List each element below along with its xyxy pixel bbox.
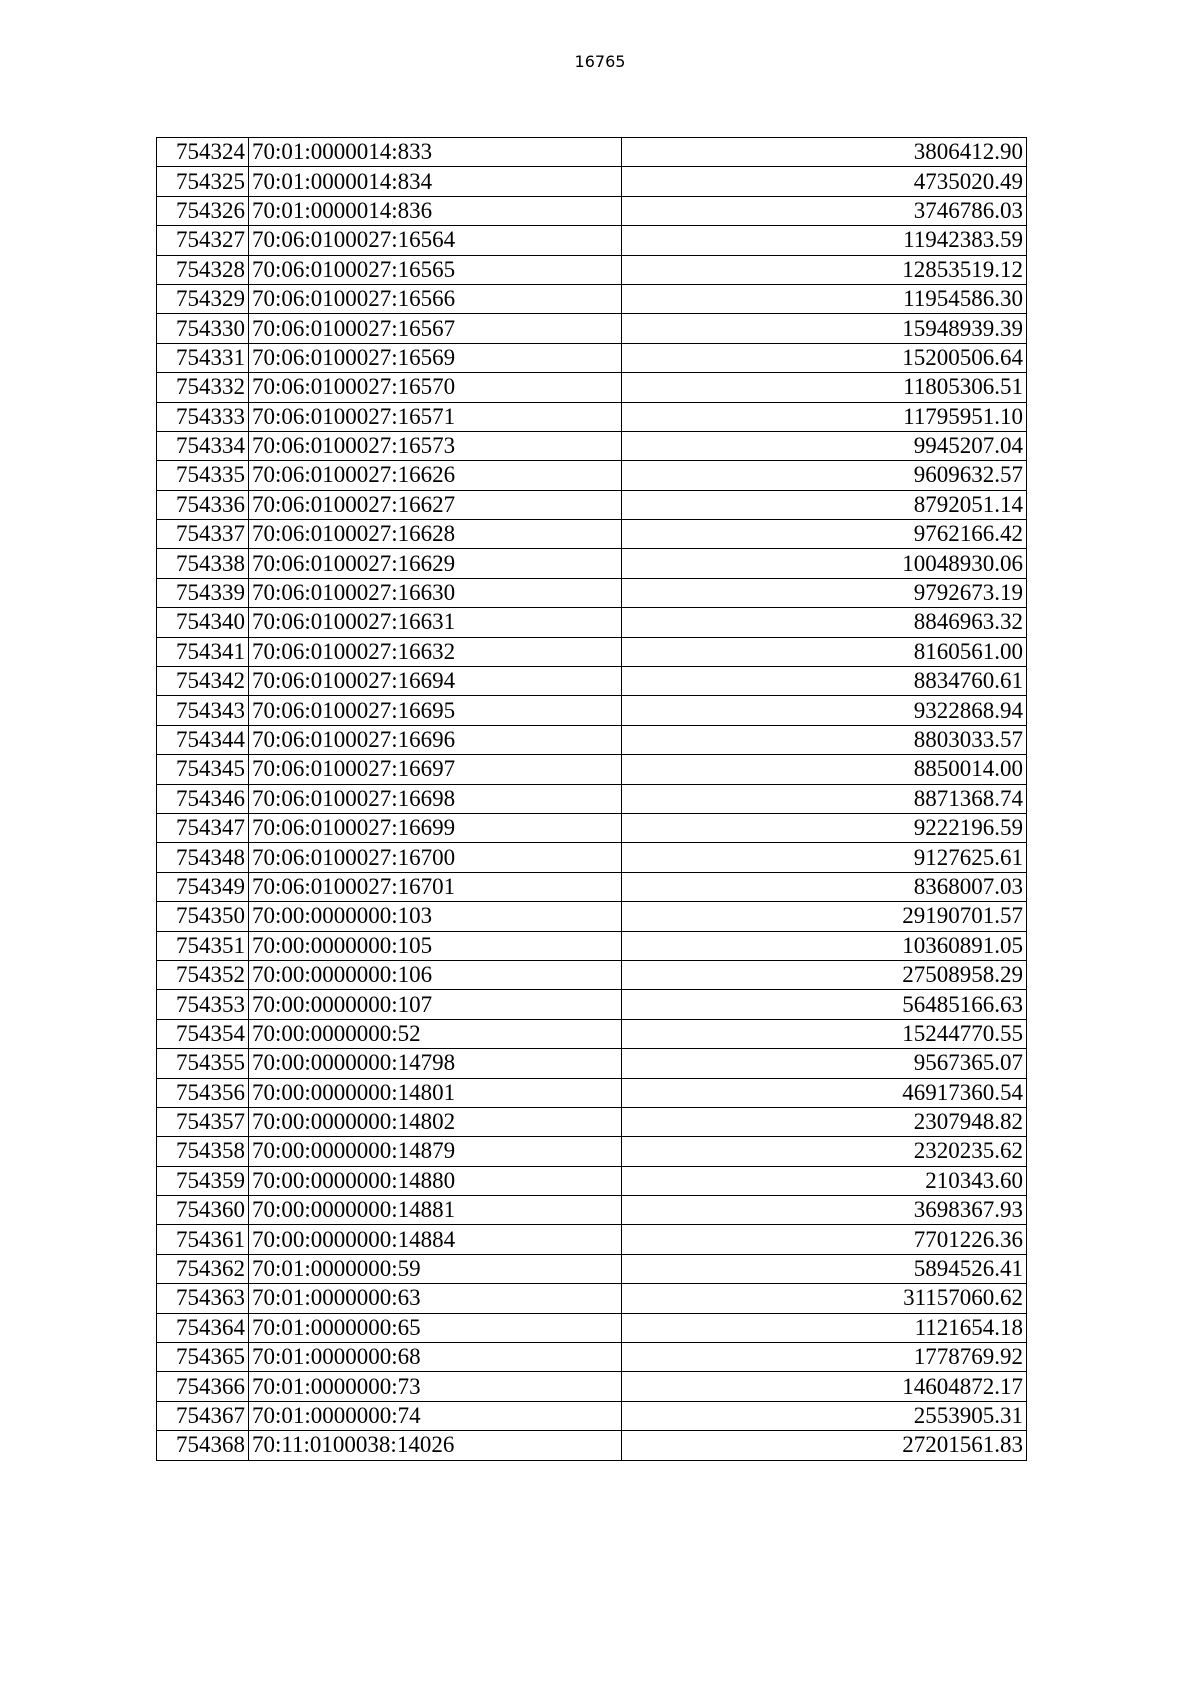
- cadastral-value-cell: 210343.60: [622, 1166, 1027, 1195]
- row-number-cell: 754361: [157, 1225, 249, 1254]
- cadastral-value-cell: 14604872.17: [622, 1372, 1027, 1401]
- table-row: [157, 490, 1027, 519]
- table-row: [157, 284, 1027, 313]
- cadastral-number-cell: 70:06:0100027:16573: [249, 431, 622, 460]
- cadastral-number-cell: 70:06:0100027:16630: [249, 578, 622, 607]
- cadastral-number-cell: 70:06:0100027:16629: [249, 549, 622, 578]
- table-row: [157, 167, 1027, 196]
- cadastral-value-cell: 27508958.29: [622, 960, 1027, 989]
- cadastral-number-cell: 70:01:0000014:836: [249, 196, 622, 225]
- cadastral-number-cell: 70:01:0000014:833: [249, 138, 622, 167]
- cadastral-value-cell: 3698367.93: [622, 1196, 1027, 1225]
- cadastral-value-cell: 31157060.62: [622, 1284, 1027, 1313]
- table-row: [157, 725, 1027, 754]
- cadastral-number-cell: 70:06:0100027:16570: [249, 373, 622, 402]
- row-number-cell: 754350: [157, 902, 249, 931]
- cadastral-number-cell: 70:00:0000000:103: [249, 902, 622, 931]
- table-row: [157, 578, 1027, 607]
- table-row: [157, 1254, 1027, 1283]
- cadastral-number-cell: 70:06:0100027:16569: [249, 343, 622, 372]
- row-number-cell: 754353: [157, 990, 249, 1019]
- cadastral-number-cell: 70:01:0000000:73: [249, 1372, 622, 1401]
- cadastral-number-cell: 70:06:0100027:16567: [249, 314, 622, 343]
- cadastral-number-cell: 70:06:0100027:16565: [249, 255, 622, 284]
- cadastral-value-cell: 5894526.41: [622, 1254, 1027, 1283]
- row-number-cell: 754351: [157, 931, 249, 960]
- cadastral-number-cell: 70:06:0100027:16695: [249, 696, 622, 725]
- row-number-cell: 754330: [157, 314, 249, 343]
- cadastral-value-cell: 1778769.92: [622, 1343, 1027, 1372]
- row-number-cell: 754367: [157, 1401, 249, 1430]
- cadastral-value-cell: 9222196.59: [622, 813, 1027, 842]
- table-row: [157, 843, 1027, 872]
- table-row: [157, 872, 1027, 901]
- row-number-cell: 754354: [157, 1019, 249, 1048]
- table-row: [157, 784, 1027, 813]
- table-row: [157, 549, 1027, 578]
- cadastral-value-cell: 15244770.55: [622, 1019, 1027, 1048]
- table-row: [157, 402, 1027, 431]
- table-row: [157, 343, 1027, 372]
- cadastral-value-cell: 56485166.63: [622, 990, 1027, 1019]
- cadastral-number-cell: 70:00:0000000:14884: [249, 1225, 622, 1254]
- table-row: [157, 667, 1027, 696]
- row-number-cell: 754365: [157, 1343, 249, 1372]
- table-row: [157, 1313, 1027, 1342]
- cadastral-number-cell: 70:06:0100027:16698: [249, 784, 622, 813]
- row-number-cell: 754338: [157, 549, 249, 578]
- cadastral-number-cell: 70:00:0000000:52: [249, 1019, 622, 1048]
- page-number: 16765: [574, 52, 626, 71]
- table-row: [157, 931, 1027, 960]
- table-row: [157, 1343, 1027, 1372]
- table-row: [157, 960, 1027, 989]
- table-row: [157, 1196, 1027, 1225]
- cadastral-number-cell: 70:01:0000000:74: [249, 1401, 622, 1430]
- row-number-cell: 754329: [157, 284, 249, 313]
- cadastral-value-cell: 9792673.19: [622, 578, 1027, 607]
- cadastral-value-cell: 3746786.03: [622, 196, 1027, 225]
- cadastral-value-cell: 27201561.83: [622, 1431, 1027, 1460]
- table-row: [157, 1284, 1027, 1313]
- table-row: [157, 520, 1027, 549]
- cadastral-number-cell: 70:06:0100027:16694: [249, 667, 622, 696]
- cadastral-value-cell: 9127625.61: [622, 843, 1027, 872]
- row-number-cell: 754352: [157, 960, 249, 989]
- cadastral-number-cell: 70:06:0100027:16626: [249, 461, 622, 490]
- row-number-cell: 754339: [157, 578, 249, 607]
- row-number-cell: 754368: [157, 1431, 249, 1460]
- cadastral-number-cell: 70:06:0100027:16699: [249, 813, 622, 842]
- table-row: [157, 1372, 1027, 1401]
- table-row: [157, 196, 1027, 225]
- cadastral-number-cell: 70:00:0000000:14879: [249, 1137, 622, 1166]
- row-number-cell: 754331: [157, 343, 249, 372]
- table-body: [157, 138, 1027, 1461]
- row-number-cell: 754325: [157, 167, 249, 196]
- cadastral-value-cell: 8834760.61: [622, 667, 1027, 696]
- cadastral-number-cell: 70:06:0100027:16566: [249, 284, 622, 313]
- table-row: [157, 1049, 1027, 1078]
- table-row: [157, 696, 1027, 725]
- cadastral-number-cell: 70:06:0100027:16700: [249, 843, 622, 872]
- cadastral-value-cell: 11795951.10: [622, 402, 1027, 431]
- cadastral-value-cell: 11954586.30: [622, 284, 1027, 313]
- cadastral-value-cell: 29190701.57: [622, 902, 1027, 931]
- row-number-cell: 754347: [157, 813, 249, 842]
- row-number-cell: 754345: [157, 755, 249, 784]
- row-number-cell: 754348: [157, 843, 249, 872]
- row-number-cell: 754364: [157, 1313, 249, 1342]
- cadastral-value-cell: 15948939.39: [622, 314, 1027, 343]
- cadastral-number-cell: 70:06:0100027:16564: [249, 226, 622, 255]
- cadastral-value-cell: 11942383.59: [622, 226, 1027, 255]
- row-number-cell: 754326: [157, 196, 249, 225]
- cadastral-number-cell: 70:06:0100027:16627: [249, 490, 622, 519]
- table-row: [157, 1137, 1027, 1166]
- row-number-cell: 754327: [157, 226, 249, 255]
- table-row: [157, 1225, 1027, 1254]
- table-row: [157, 755, 1027, 784]
- table-row: [157, 902, 1027, 931]
- cadastral-value-cell: 1121654.18: [622, 1313, 1027, 1342]
- cadastral-value-cell: 2307948.82: [622, 1107, 1027, 1136]
- cadastral-number-cell: 70:06:0100027:16696: [249, 725, 622, 754]
- row-number-cell: 754334: [157, 431, 249, 460]
- row-number-cell: 754332: [157, 373, 249, 402]
- cadastral-value-cell: 11805306.51: [622, 373, 1027, 402]
- cadastral-number-cell: 70:06:0100027:16628: [249, 520, 622, 549]
- cadastral-value-cell: 10360891.05: [622, 931, 1027, 960]
- table-row: [157, 314, 1027, 343]
- table-row: [157, 373, 1027, 402]
- cadastral-value-cell: 8803033.57: [622, 725, 1027, 754]
- cadastral-number-cell: 70:01:0000000:68: [249, 1343, 622, 1372]
- cadastral-number-cell: 70:01:0000000:65: [249, 1313, 622, 1342]
- row-number-cell: 754362: [157, 1254, 249, 1283]
- cadastral-number-cell: 70:01:0000014:834: [249, 167, 622, 196]
- table-row: [157, 1431, 1027, 1460]
- row-number-cell: 754324: [157, 138, 249, 167]
- cadastral-number-cell: 70:06:0100027:16701: [249, 872, 622, 901]
- cadastral-value-cell: 8368007.03: [622, 872, 1027, 901]
- table-row: [157, 1107, 1027, 1136]
- cadastral-value-cell: 2320235.62: [622, 1137, 1027, 1166]
- row-number-cell: 754341: [157, 637, 249, 666]
- row-number-cell: 754343: [157, 696, 249, 725]
- row-number-cell: 754342: [157, 667, 249, 696]
- cadastral-number-cell: 70:00:0000000:14801: [249, 1078, 622, 1107]
- cadastral-value-cell: 9322868.94: [622, 696, 1027, 725]
- row-number-cell: 754340: [157, 608, 249, 637]
- cadastral-value-cell: 4735020.49: [622, 167, 1027, 196]
- cadastral-value-cell: 10048930.06: [622, 549, 1027, 578]
- table-row: [157, 1166, 1027, 1195]
- cadastral-number-cell: 70:11:0100038:14026: [249, 1431, 622, 1460]
- cadastral-value-cell: 8871368.74: [622, 784, 1027, 813]
- cadastral-value-cell: 46917360.54: [622, 1078, 1027, 1107]
- cadastral-number-cell: 70:00:0000000:14880: [249, 1166, 622, 1195]
- cadastral-number-cell: 70:00:0000000:107: [249, 990, 622, 1019]
- cadastral-value-cell: 8792051.14: [622, 490, 1027, 519]
- cadastral-number-cell: 70:06:0100027:16632: [249, 637, 622, 666]
- row-number-cell: 754349: [157, 872, 249, 901]
- row-number-cell: 754335: [157, 461, 249, 490]
- row-number-cell: 754337: [157, 520, 249, 549]
- cadastral-value-cell: 9609632.57: [622, 461, 1027, 490]
- cadastral-number-cell: 70:00:0000000:14881: [249, 1196, 622, 1225]
- cadastral-value-table: [156, 137, 1027, 1461]
- cadastral-value-cell: 8846963.32: [622, 608, 1027, 637]
- row-number-cell: 754336: [157, 490, 249, 519]
- cadastral-number-cell: 70:00:0000000:105: [249, 931, 622, 960]
- table-row: [157, 608, 1027, 637]
- table-row: [157, 990, 1027, 1019]
- cadastral-value-cell: 9567365.07: [622, 1049, 1027, 1078]
- row-number-cell: 754357: [157, 1107, 249, 1136]
- cadastral-number-cell: 70:06:0100027:16571: [249, 402, 622, 431]
- table-row: [157, 226, 1027, 255]
- cadastral-number-cell: 70:00:0000000:14798: [249, 1049, 622, 1078]
- row-number-cell: 754328: [157, 255, 249, 284]
- row-number-cell: 754366: [157, 1372, 249, 1401]
- cadastral-value-cell: 8850014.00: [622, 755, 1027, 784]
- table-row: [157, 813, 1027, 842]
- row-number-cell: 754358: [157, 1137, 249, 1166]
- table-row: [157, 138, 1027, 167]
- cadastral-number-cell: 70:06:0100027:16631: [249, 608, 622, 637]
- table-row: [157, 1078, 1027, 1107]
- table-row: [157, 637, 1027, 666]
- table-row: [157, 1019, 1027, 1048]
- cadastral-number-cell: 70:00:0000000:106: [249, 960, 622, 989]
- cadastral-number-cell: 70:01:0000000:59: [249, 1254, 622, 1283]
- row-number-cell: 754344: [157, 725, 249, 754]
- row-number-cell: 754359: [157, 1166, 249, 1195]
- row-number-cell: 754355: [157, 1049, 249, 1078]
- row-number-cell: 754356: [157, 1078, 249, 1107]
- cadastral-value-cell: 8160561.00: [622, 637, 1027, 666]
- row-number-cell: 754360: [157, 1196, 249, 1225]
- table-row: [157, 431, 1027, 460]
- cadastral-number-cell: 70:06:0100027:16697: [249, 755, 622, 784]
- row-number-cell: 754333: [157, 402, 249, 431]
- cadastral-value-cell: 12853519.12: [622, 255, 1027, 284]
- table-row: [157, 461, 1027, 490]
- row-number-cell: 754363: [157, 1284, 249, 1313]
- cadastral-value-cell: 15200506.64: [622, 343, 1027, 372]
- cadastral-value-cell: 3806412.90: [622, 138, 1027, 167]
- cadastral-value-cell: 9762166.42: [622, 520, 1027, 549]
- cadastral-value-cell: 9945207.04: [622, 431, 1027, 460]
- cadastral-value-cell: 2553905.31: [622, 1401, 1027, 1430]
- table-row: [157, 255, 1027, 284]
- cadastral-number-cell: 70:01:0000000:63: [249, 1284, 622, 1313]
- cadastral-value-cell: 7701226.36: [622, 1225, 1027, 1254]
- cadastral-number-cell: 70:00:0000000:14802: [249, 1107, 622, 1136]
- table-row: [157, 1401, 1027, 1430]
- row-number-cell: 754346: [157, 784, 249, 813]
